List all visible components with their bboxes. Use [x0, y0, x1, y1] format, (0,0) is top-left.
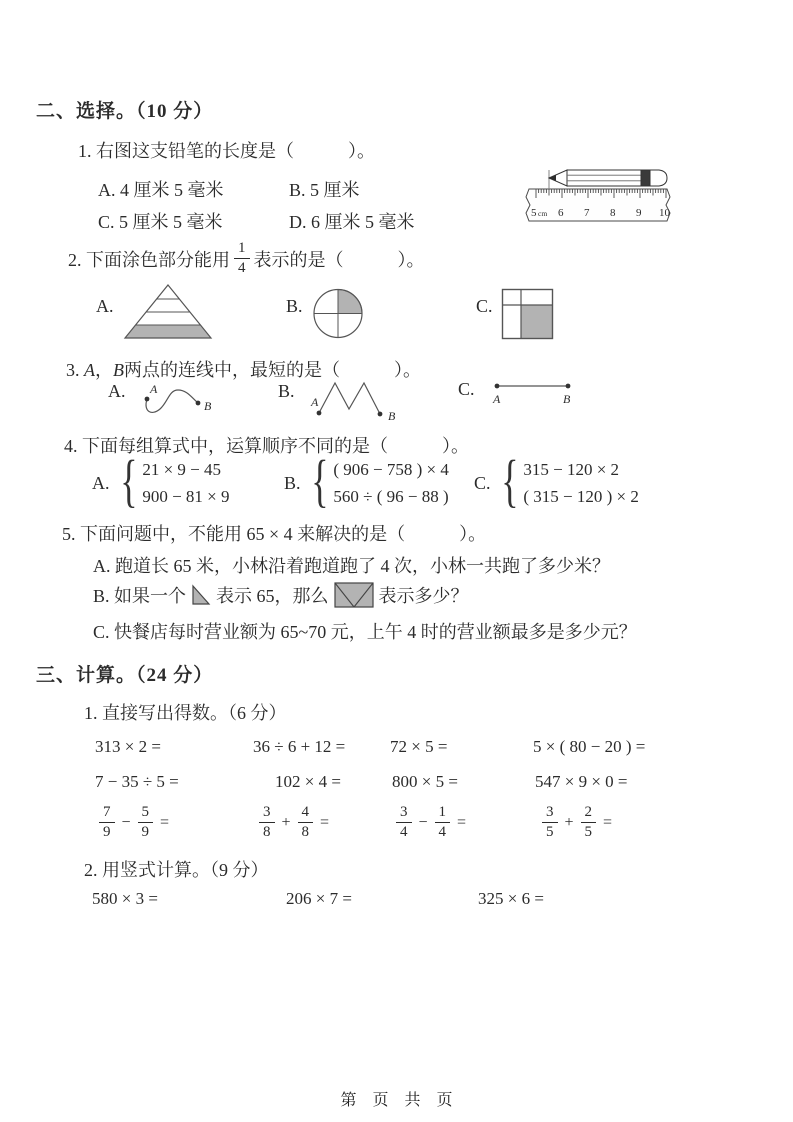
ruler-label-6: 6 — [558, 207, 564, 219]
q3-label-b: B. — [278, 381, 295, 401]
square-fraction-figure — [501, 288, 554, 340]
q4-group-b-expressions — [333, 456, 449, 510]
denominator: 9 — [141, 824, 150, 841]
fraction — [396, 804, 412, 842]
point-b-dot — [566, 384, 571, 389]
denominator: 8 — [263, 824, 271, 841]
expression: 560 ÷ ( 96 − 88 ) — [333, 487, 449, 506]
fraction-denominator: 4 — [238, 260, 246, 277]
numerator: 5 — [138, 804, 154, 823]
shaded-square-of-triangles-icon — [334, 582, 374, 608]
q1-option-a: A. 4 厘米 5 毫米 — [98, 180, 224, 200]
point-a-label: A — [150, 382, 158, 396]
ruler-label-9: 9 — [636, 207, 642, 219]
pencil-body — [567, 170, 641, 186]
brace-icon: { — [310, 448, 329, 513]
calc-item: 325 × 6 = — [478, 889, 544, 908]
sec3-subtitle-1: 1. 直接写出得数。（6 分） — [84, 703, 287, 723]
q5-option-b — [93, 582, 469, 608]
point-a-label: A — [311, 395, 319, 409]
fraction — [435, 804, 451, 842]
brace-icon: { — [119, 448, 138, 513]
q4-label-a: A. — [92, 472, 110, 493]
q5-option-b-text: B. 如果一个 — [93, 586, 187, 606]
calc-item: 313 × 2 = — [95, 737, 161, 756]
q4-label-c: C. — [474, 472, 491, 493]
point-b-label: B — [563, 392, 571, 406]
q5-option-c: C. 快餐店每时营业额为 65~70 元，上午 4 时的营业额最多是多少元？ — [93, 622, 637, 642]
expression: 315 − 120 × 2 — [523, 460, 620, 479]
q4-label-b: B. — [284, 472, 301, 493]
q5-option-b-text: 表示 65，那么 — [216, 586, 329, 606]
calc-item: 102 × 4 = — [275, 772, 341, 791]
point-b-dot — [378, 412, 383, 417]
denominator: 5 — [546, 824, 554, 841]
ruler-pencil-figure — [524, 165, 676, 229]
fraction — [542, 804, 558, 842]
denominator: 4 — [400, 824, 408, 841]
q3-stem-text: 3. — [66, 360, 84, 380]
operator: + — [564, 813, 574, 831]
expression: 900 − 81 × 9 — [142, 487, 230, 506]
q3-stem-text: ， — [95, 360, 113, 380]
expression: ( 906 − 758 ) × 4 — [333, 460, 449, 479]
fraction-exercise — [95, 804, 172, 842]
section-2-title: 二、选择。（10 分） — [36, 101, 214, 122]
equals-sign: = — [603, 813, 613, 831]
shaded-triangle-icon — [191, 584, 211, 606]
square-shaded-part — [521, 305, 553, 339]
zigzag-line-figure — [308, 376, 400, 424]
calc-item: 5 × ( 80 − 20 ) = — [533, 737, 646, 756]
calc-item: 72 × 5 = — [390, 737, 448, 756]
zigzag-path — [319, 383, 380, 414]
point-a-dot — [145, 397, 150, 402]
ruler-label-7: 7 — [584, 207, 590, 219]
point-a-dot — [495, 384, 500, 389]
q4-group-a-expressions — [142, 456, 229, 510]
expression: ( 315 − 120 ) × 2 — [523, 487, 639, 506]
triangle-shaded-band — [125, 325, 211, 338]
fraction-numerator: 1 — [234, 240, 250, 259]
equals-sign: = — [457, 813, 467, 831]
numerator: 3 — [542, 804, 558, 823]
fraction — [138, 804, 154, 842]
point-a-label: A — [493, 392, 501, 406]
point-b-dot — [196, 401, 201, 406]
point-a-dot — [317, 411, 322, 416]
expression: 21 × 9 − 45 — [142, 460, 222, 479]
numerator: 3 — [396, 804, 412, 823]
ruler-label-8: 8 — [610, 207, 616, 219]
q5-option-a: A. 跑道长 65 米，小林沿着跑道跑了 4 次，小林一共跑了多少米？ — [93, 556, 610, 576]
calc-item: 800 × 5 = — [392, 772, 458, 791]
brace-icon: { — [500, 448, 519, 513]
q3-stem-text: 两点的连线中，最短的是（ ）。 — [124, 360, 421, 380]
segment-line-figure — [490, 377, 578, 411]
denominator: 5 — [584, 824, 593, 841]
numerator: 7 — [99, 804, 115, 823]
page-footer: 第 页 共 页 — [340, 1092, 453, 1109]
q1-option-d: D. 6 厘米 5 毫米 — [289, 212, 415, 232]
numerator: 4 — [298, 804, 314, 823]
q3-stem-point-b: B — [113, 360, 124, 380]
calc-item: 36 ÷ 6 + 12 = — [253, 737, 346, 756]
fraction-one-fourth — [234, 240, 250, 278]
pencil-eraser — [650, 170, 667, 186]
q2-stem-pre: 2. 下面涂色部分能用 — [68, 249, 230, 270]
q5-option-b-text: 表示多少？ — [378, 586, 469, 606]
fraction — [298, 804, 314, 842]
q1-option-b: B. 5 厘米 — [289, 180, 360, 200]
point-b-label: B — [204, 399, 212, 413]
numerator: 2 — [581, 804, 597, 823]
operator: − — [121, 813, 131, 831]
numerator: 3 — [259, 804, 275, 823]
ruler-label-5: 5 — [531, 207, 537, 219]
q2-label-a: A. — [96, 296, 114, 316]
numerator: 1 — [435, 804, 451, 823]
fraction — [581, 804, 597, 842]
fraction — [259, 804, 275, 842]
calc-item: 206 × 7 = — [286, 889, 352, 908]
q3-stem-point-a: A — [84, 360, 95, 380]
q1-option-c: C. 5 厘米 5 毫米 — [98, 212, 223, 232]
q5-stem: 5. 下面问题中，不能用 65 × 4 来解决的是（ ）。 — [62, 524, 487, 544]
section-3-title: 三、计算。（24 分） — [36, 665, 214, 686]
q2-stem-post: 表示的是（ ）。 — [253, 249, 425, 270]
triangle-fraction-figure — [122, 283, 214, 341]
point-b-label: B — [388, 409, 396, 423]
equals-sign: = — [160, 813, 170, 831]
curved-line-figure — [140, 382, 220, 426]
fraction-exercise — [538, 804, 615, 842]
fraction-exercise — [255, 804, 332, 842]
q2-stem — [68, 240, 425, 278]
q4-group-c — [474, 448, 639, 514]
calc-item: 7 − 35 ÷ 5 = — [95, 772, 179, 791]
denominator: 4 — [438, 824, 447, 841]
fraction-exercise — [392, 804, 469, 842]
calc-item: 547 × 9 × 0 = — [535, 772, 628, 791]
fraction — [99, 804, 115, 842]
q2-label-c: C. — [476, 296, 493, 316]
pencil-ferrule — [641, 170, 650, 186]
q1-stem: 1. 右图这支铅笔的长度是（ ）。 — [78, 141, 375, 161]
q3-label-a: A. — [108, 381, 126, 401]
operator: + — [281, 813, 291, 831]
q2-label-b: B. — [286, 296, 303, 316]
denominator: 8 — [301, 824, 310, 841]
q4-stem: 4. 下面每组算式中，运算顺序不同的是（ ）。 — [64, 436, 469, 456]
q4-group-c-expressions — [523, 456, 639, 510]
circle-fraction-figure — [312, 286, 364, 341]
q4-group-b — [284, 448, 449, 514]
q3-label-c: C. — [458, 379, 475, 399]
ruler-label-10: 10 — [659, 207, 670, 219]
sec3-subtitle-2: 2. 用竖式计算。（9 分） — [84, 860, 269, 880]
operator: − — [418, 813, 428, 831]
denominator: 9 — [103, 824, 111, 841]
ruler-label-cm: cm — [538, 209, 548, 218]
calc-item: 580 × 3 = — [92, 889, 158, 908]
q4-group-a — [92, 448, 230, 514]
equals-sign: = — [320, 813, 330, 831]
